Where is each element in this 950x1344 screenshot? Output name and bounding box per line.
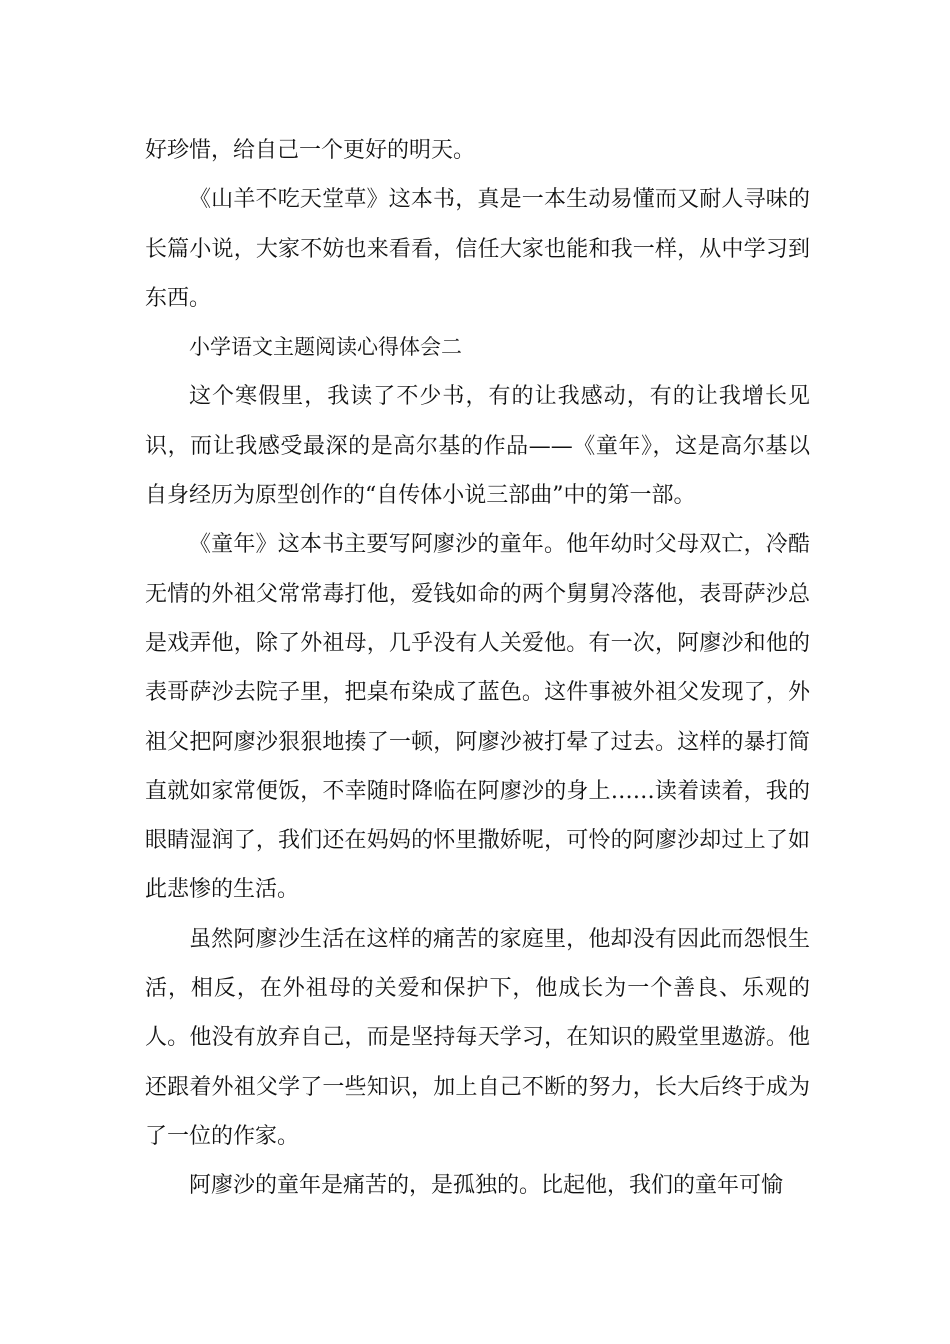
paragraph-alyosha-growth: 虽然阿廖沙生活在这样的痛苦的家庭里，他却没有因此而怨恨生活，相反，在外祖母的关爱和保护下，他成长为一个善良、乐观的人。他没有放弃自己，而是坚持每天学习，在知识的殿堂里遨游。他还跟着外祖父学了一些知识，加上自己不断的努力，长大后终于成为了一位的作家。 bbox=[145, 926, 810, 1149]
document-body bbox=[145, 126, 810, 1211]
paragraph-continuation: 好珍惜，给自己一个更好的明天。 bbox=[145, 138, 476, 163]
paragraph-book-recommendation: 《山羊不吃天堂草》这本书，真是一本生动易懂而又耐人寻味的长篇小说，大家不妨也来看看，信任大家也能和我一样，从中学习到东西。 bbox=[145, 187, 810, 311]
paragraph-comparison: 阿廖沙的童年是痛苦的，是孤独的。比起他，我们的童年可愉 bbox=[189, 1173, 784, 1199]
section-heading: 小学语文主题阅读心得体会二 bbox=[189, 335, 462, 360]
paragraph-childhood-summary: 《童年》这本书主要写阿廖沙的童年。他年幼时父母双亡，冷酷无情的外祖父常常毒打他，爱钱如命的两个舅舅冷落他，表哥萨沙总是戏弄他，除了外祖母，几乎没有人关爱他。有一次，阿廖沙和他的表哥萨沙去院子里，把桌布染成了蓝色。这件事被外祖父发现了，外祖父把阿廖沙狠狠地揍了一顿，阿廖沙被打晕了过去。这样的暴打简直就如家常便饭，不幸随时降临在阿廖沙的身上……读着读着，我的眼睛湿润了，我们还在妈妈的怀里撒娇呢，可怜的阿廖沙却过上了如此悲惨的生活。 bbox=[145, 532, 810, 903]
paragraph-winter-reading: 这个寒假里，我读了不少书，有的让我感动，有的让我增长见识，而让我感受最深的是高尔基的作品——《童年》，这是高尔基以自身经历为原型创作的“自传体小说三部曲”中的第一部。 bbox=[145, 384, 810, 509]
